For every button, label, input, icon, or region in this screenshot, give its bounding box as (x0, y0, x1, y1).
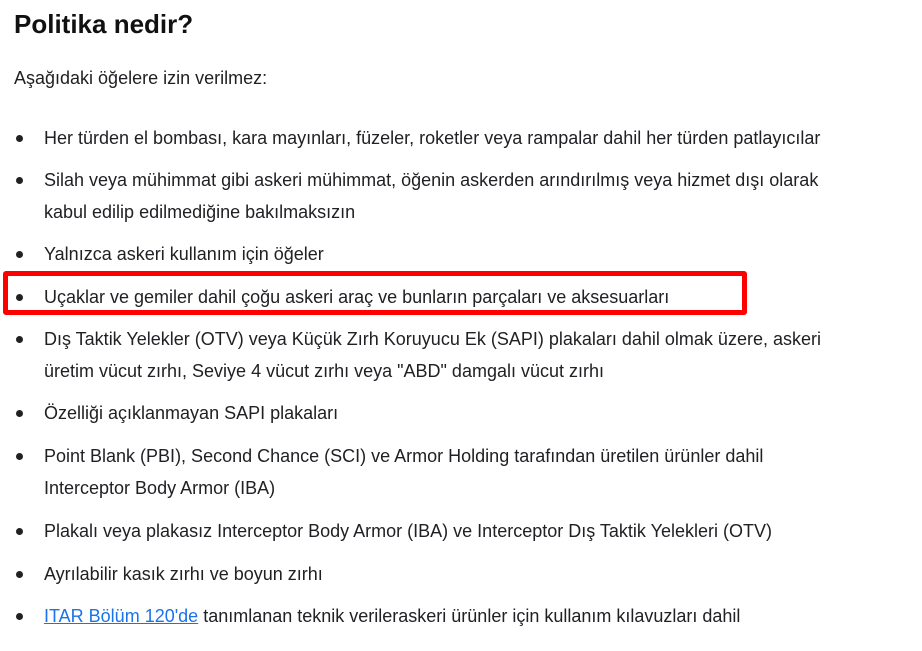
list-item-text: Silah veya mühimmat gibi askeri mühimmat, öğenin askerden arındırılmış veya hizmet dışı olarak (44, 170, 819, 190)
list-item-text: Özelliği açıklanmayan SAPI plakaları (44, 403, 339, 423)
list-item (44, 558, 323, 590)
bullet-icon (16, 528, 23, 535)
bullet-icon (16, 410, 23, 417)
list-item-highlighted (44, 281, 669, 313)
list-item (44, 323, 821, 387)
list-item-text: Ayrılabilir kasık zırhı ve boyun zırhı (44, 564, 323, 584)
list-item-text-continued: Interceptor Body Armor (IBA) (44, 478, 276, 498)
list-item (44, 238, 324, 270)
list-item (44, 164, 818, 228)
list-item-text: Her türden el bombası, kara mayınları, füzeler, roketler veya rampalar dahil her türden patlayıcılar (44, 128, 821, 148)
bullet-icon (16, 453, 23, 460)
bullet-icon (16, 571, 23, 578)
bullet-icon (16, 177, 23, 184)
list-item (44, 515, 772, 547)
bullet-icon (16, 135, 23, 142)
list-item-text: tanımlanan teknik verileraskeri ürünler için kullanım kılavuzları dahil (198, 606, 741, 626)
bullet-icon (16, 294, 23, 301)
list-item-text: Dış Taktik Yelekler (OTV) veya Küçük Zırh Koruyucu Ek (SAPI) plakaları dahil olmak üzere, askeri (44, 329, 821, 349)
list-item-text: Yalnızca askeri kullanım için öğeler (44, 244, 324, 264)
bullet-icon (16, 251, 23, 258)
itar-link[interactable]: ITAR Bölüm 120'de (44, 606, 199, 626)
bullet-icon (16, 613, 23, 620)
list-item-text: Point Blank (PBI), Second Chance (SCI) ve Armor Holding tarafından üretilen ürünler dahil (44, 446, 764, 466)
list-item (44, 122, 820, 154)
list-item (44, 600, 740, 632)
list-item (44, 397, 338, 429)
list-item-text: Plakalı veya plakasız Interceptor Body Armor (IBA) ve Interceptor Dış Taktik Yelekleri (OTV) (44, 521, 772, 541)
list-item-text: Uçaklar ve gemiler dahil çoğu askeri araç ve bunların parçaları ve aksesuarları (44, 287, 670, 307)
list-item (44, 440, 763, 504)
page-title: Politika nedir? (14, 9, 194, 39)
bullet-icon (16, 336, 23, 343)
list-item-text-continued: üretim vücut zırhı, Seviye 4 vücut zırhı veya "ABD" damgalı vücut zırhı (44, 361, 604, 381)
list-item-text-continued: kabul edilip edilmediğine bakılmaksızın (44, 202, 356, 222)
intro-text: Aşağıdaki öğelere izin verilmez: (14, 68, 268, 88)
